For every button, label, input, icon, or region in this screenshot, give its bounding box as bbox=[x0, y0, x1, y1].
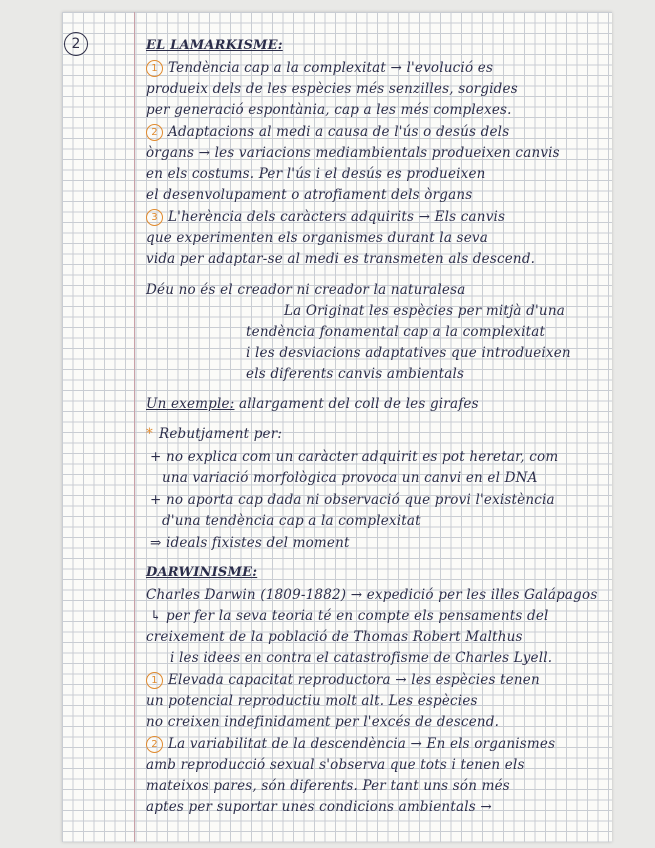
refutation-line bbox=[146, 426, 282, 442]
paragraph-line: els diferents canvis ambientals bbox=[246, 366, 465, 382]
point-line bbox=[146, 672, 540, 689]
number-circle: 1 bbox=[146, 672, 163, 689]
point-line bbox=[146, 736, 555, 753]
point-line: un potencial reproductiu molt alt. Les espècies bbox=[146, 693, 478, 709]
intro-line: ↳ per fer la seva teoria té en compte els pensaments del bbox=[150, 608, 549, 624]
section-title-darwinism: DARWINISME: bbox=[146, 565, 258, 580]
point-line: mateixos pares, són diferents. Per tant uns són més bbox=[146, 778, 510, 794]
point-line bbox=[146, 209, 505, 226]
paragraph-line: La Originat les espècies per mitjà d'una bbox=[284, 303, 565, 319]
point-line: que experimenten els organismes durant la seva bbox=[146, 230, 488, 246]
point-line bbox=[146, 124, 509, 141]
point-text: Adaptacions al medi a causa de l'ús o desús dels bbox=[168, 124, 510, 140]
paragraph-line: i les desviacions adaptatives que introdueixen bbox=[246, 345, 571, 361]
refutation-item: una variació morfològica provoca un canvi en el DNA bbox=[162, 470, 538, 486]
number-circle: 2 bbox=[146, 124, 163, 141]
example-label: Un exemple: bbox=[146, 396, 235, 412]
number-circle: 2 bbox=[146, 736, 163, 753]
refutation-item: + no aporta cap dada ni observació que provi l'existència bbox=[150, 492, 555, 508]
refutation-item: d'una tendència cap a la complexitat bbox=[162, 513, 421, 529]
refutation-label: Rebutjament per: bbox=[158, 426, 283, 442]
point-line: amb reproducció sexual s'observa que tots i tenen els bbox=[146, 757, 525, 773]
refutation-item: + no explica com un caràcter adquirit es pot heretar, com bbox=[150, 449, 559, 465]
intro-line: i les idees en contra el catastrofisme de Charles Lyell. bbox=[170, 650, 553, 666]
notebook-page bbox=[62, 12, 612, 842]
page-number: 2 bbox=[64, 32, 88, 56]
point-text: Tendència cap a la complexitat → l'evolució es bbox=[168, 60, 494, 76]
intro-line: Charles Darwin (1809-1882) → expedició per les illes Galápagos bbox=[146, 587, 598, 603]
point-line: aptes per suportar unes condicions ambientals → bbox=[146, 799, 492, 815]
asterisk-icon: * bbox=[146, 426, 153, 442]
point-line: no creixen indefinidament per l'excés de descend. bbox=[146, 714, 500, 730]
number-circle: 3 bbox=[146, 209, 163, 226]
point-line: produeix dels de les espècies més senzilles, sorgides bbox=[146, 81, 518, 97]
paragraph-line: tendència fonamental cap a la complexitat bbox=[246, 324, 546, 340]
number-circle: 1 bbox=[146, 60, 163, 77]
point-line: òrgans → les variacions mediambientals produeixen canvis bbox=[146, 145, 560, 161]
section-title-lamarckism: EL LAMARKISME: bbox=[146, 38, 283, 53]
refutation-item: ⇒ ideals fixistes del moment bbox=[150, 535, 350, 551]
example-text: allargament del coll de les girafes bbox=[238, 396, 479, 412]
margin-line bbox=[134, 12, 135, 842]
point-line: per generació espontània, cap a les més complexes. bbox=[146, 102, 512, 118]
point-text: La variabilitat de la descendència → En els organismes bbox=[168, 736, 556, 752]
point-text: Elevada capacitat reproductora → les espècies tenen bbox=[168, 672, 540, 688]
point-line bbox=[146, 60, 493, 77]
point-line: vida per adaptar-se al medi es transmeten als descend. bbox=[146, 251, 536, 267]
paragraph-line: Déu no és el creador ni creador la naturalesa bbox=[146, 282, 466, 298]
intro-line: creixement de la població de Thomas Robert Malthus bbox=[146, 629, 523, 645]
point-line: el desenvolupament o atrofiament dels òrgans bbox=[146, 187, 473, 203]
example-line bbox=[146, 396, 479, 412]
point-line: en els costums. Per l'ús i el desús es produeixen bbox=[146, 166, 486, 182]
point-text: L'herència dels caràcters adquirits → Els canvis bbox=[168, 209, 506, 225]
